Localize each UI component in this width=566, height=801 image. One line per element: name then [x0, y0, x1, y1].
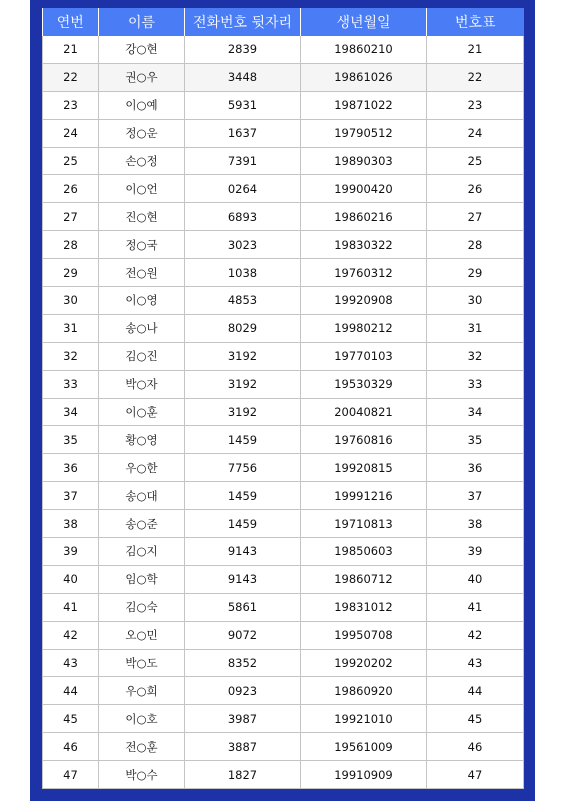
cell-name: 송○준: [99, 510, 185, 538]
table-body: [43, 36, 524, 789]
cell-phone-last-digits: 0923: [185, 677, 301, 705]
table-row: [43, 426, 524, 454]
cell-phone-last-digits: 8352: [185, 649, 301, 677]
cell-serial: 32: [43, 342, 99, 370]
cell-ticket-number: 23: [427, 91, 524, 119]
cell-birthdate: 20040821: [301, 398, 427, 426]
table-row: [43, 677, 524, 705]
cell-birthdate: 19921010: [301, 705, 427, 733]
cell-serial: 31: [43, 314, 99, 342]
table-row: [43, 147, 524, 175]
table-row: [43, 119, 524, 147]
header-ticket-number: 번호표: [427, 8, 524, 36]
cell-phone-last-digits: 1827: [185, 761, 301, 789]
cell-name: 우○희: [99, 677, 185, 705]
table-row: [43, 565, 524, 593]
cell-phone-last-digits: 9143: [185, 538, 301, 566]
table-row: [43, 175, 524, 203]
cell-ticket-number: 21: [427, 36, 524, 63]
cell-serial: 44: [43, 677, 99, 705]
cell-phone-last-digits: 3448: [185, 63, 301, 91]
cell-ticket-number: 31: [427, 314, 524, 342]
cell-serial: 42: [43, 621, 99, 649]
cell-ticket-number: 28: [427, 231, 524, 259]
cell-ticket-number: 42: [427, 621, 524, 649]
cell-phone-last-digits: 7756: [185, 454, 301, 482]
cell-ticket-number: 22: [427, 63, 524, 91]
cell-ticket-number: 25: [427, 147, 524, 175]
cell-serial: 21: [43, 36, 99, 63]
cell-birthdate: 19991216: [301, 482, 427, 510]
cell-serial: 24: [43, 119, 99, 147]
cell-serial: 30: [43, 287, 99, 315]
cell-phone-last-digits: 3192: [185, 370, 301, 398]
cell-birthdate: 19861026: [301, 63, 427, 91]
roster-table: [42, 8, 524, 789]
cell-ticket-number: 26: [427, 175, 524, 203]
cell-ticket-number: 34: [427, 398, 524, 426]
cell-ticket-number: 47: [427, 761, 524, 789]
cell-ticket-number: 39: [427, 538, 524, 566]
cell-serial: 33: [43, 370, 99, 398]
cell-phone-last-digits: 1459: [185, 482, 301, 510]
cell-phone-last-digits: 1637: [185, 119, 301, 147]
cell-serial: 28: [43, 231, 99, 259]
cell-name: 우○한: [99, 454, 185, 482]
cell-serial: 27: [43, 203, 99, 231]
cell-ticket-number: 37: [427, 482, 524, 510]
cell-phone-last-digits: 9072: [185, 621, 301, 649]
cell-name: 전○원: [99, 259, 185, 287]
cell-name: 이○예: [99, 91, 185, 119]
cell-serial: 22: [43, 63, 99, 91]
table-row: [43, 482, 524, 510]
table-row: [43, 733, 524, 761]
cell-ticket-number: 41: [427, 593, 524, 621]
cell-serial: 25: [43, 147, 99, 175]
cell-ticket-number: 33: [427, 370, 524, 398]
cell-name: 정○운: [99, 119, 185, 147]
cell-phone-last-digits: 5861: [185, 593, 301, 621]
table-row: [43, 231, 524, 259]
table-row: [43, 398, 524, 426]
cell-serial: 45: [43, 705, 99, 733]
cell-phone-last-digits: 4853: [185, 287, 301, 315]
cell-birthdate: 19980212: [301, 314, 427, 342]
cell-birthdate: 19830322: [301, 231, 427, 259]
cell-serial: 34: [43, 398, 99, 426]
cell-phone-last-digits: 5931: [185, 91, 301, 119]
cell-name: 임○학: [99, 565, 185, 593]
cell-phone-last-digits: 0264: [185, 175, 301, 203]
cell-name: 권○우: [99, 63, 185, 91]
cell-birthdate: 19860210: [301, 36, 427, 63]
table-row: [43, 36, 524, 63]
cell-serial: 41: [43, 593, 99, 621]
cell-birthdate: 19760816: [301, 426, 427, 454]
cell-name: 김○지: [99, 538, 185, 566]
cell-serial: 29: [43, 259, 99, 287]
cell-birthdate: 19831012: [301, 593, 427, 621]
cell-ticket-number: 43: [427, 649, 524, 677]
cell-name: 이○언: [99, 175, 185, 203]
cell-ticket-number: 44: [427, 677, 524, 705]
cell-phone-last-digits: 3023: [185, 231, 301, 259]
table-row: [43, 621, 524, 649]
cell-birthdate: 19860712: [301, 565, 427, 593]
cell-serial: 36: [43, 454, 99, 482]
cell-birthdate: 19790512: [301, 119, 427, 147]
cell-name: 김○진: [99, 342, 185, 370]
header-birthdate: 생년월일: [301, 8, 427, 36]
cell-serial: 46: [43, 733, 99, 761]
table-row: [43, 538, 524, 566]
table-row: [43, 203, 524, 231]
cell-ticket-number: 24: [427, 119, 524, 147]
cell-phone-last-digits: 1459: [185, 510, 301, 538]
cell-phone-last-digits: 3887: [185, 733, 301, 761]
table-row: [43, 314, 524, 342]
cell-name: 송○나: [99, 314, 185, 342]
cell-name: 김○숙: [99, 593, 185, 621]
cell-name: 박○도: [99, 649, 185, 677]
cell-serial: 40: [43, 565, 99, 593]
cell-ticket-number: 32: [427, 342, 524, 370]
cell-ticket-number: 36: [427, 454, 524, 482]
cell-birthdate: 19860920: [301, 677, 427, 705]
cell-birthdate: 19770103: [301, 342, 427, 370]
cell-serial: 43: [43, 649, 99, 677]
table-row: [43, 342, 524, 370]
table-row: [43, 370, 524, 398]
cell-phone-last-digits: 3192: [185, 398, 301, 426]
cell-phone-last-digits: 7391: [185, 147, 301, 175]
page-frame: [30, 0, 535, 801]
cell-birthdate: 19760312: [301, 259, 427, 287]
cell-name: 황○영: [99, 426, 185, 454]
cell-birthdate: 19530329: [301, 370, 427, 398]
cell-serial: 38: [43, 510, 99, 538]
cell-ticket-number: 46: [427, 733, 524, 761]
cell-phone-last-digits: 1038: [185, 259, 301, 287]
table-row: [43, 510, 524, 538]
cell-ticket-number: 27: [427, 203, 524, 231]
cell-birthdate: 19920908: [301, 287, 427, 315]
cell-name: 강○현: [99, 36, 185, 63]
cell-name: 이○훈: [99, 398, 185, 426]
cell-serial: 37: [43, 482, 99, 510]
cell-birthdate: 19910909: [301, 761, 427, 789]
table-row: [43, 287, 524, 315]
cell-name: 이○호: [99, 705, 185, 733]
cell-name: 진○현: [99, 203, 185, 231]
cell-birthdate: 19850603: [301, 538, 427, 566]
cell-phone-last-digits: 8029: [185, 314, 301, 342]
cell-ticket-number: 45: [427, 705, 524, 733]
cell-name: 오○민: [99, 621, 185, 649]
table-header-row: [43, 8, 524, 36]
header-name: 이름: [99, 8, 185, 36]
cell-birthdate: 19710813: [301, 510, 427, 538]
cell-name: 전○훈: [99, 733, 185, 761]
table-row: [43, 761, 524, 789]
cell-birthdate: 19561009: [301, 733, 427, 761]
cell-phone-last-digits: 3987: [185, 705, 301, 733]
cell-serial: 23: [43, 91, 99, 119]
cell-name: 정○국: [99, 231, 185, 259]
cell-ticket-number: 40: [427, 565, 524, 593]
cell-ticket-number: 30: [427, 287, 524, 315]
cell-ticket-number: 29: [427, 259, 524, 287]
header-phone-last-digits: 전화번호 뒷자리: [185, 8, 301, 36]
table-row: [43, 593, 524, 621]
cell-birthdate: 19860216: [301, 203, 427, 231]
table-row: [43, 705, 524, 733]
cell-name: 박○자: [99, 370, 185, 398]
cell-birthdate: 19920815: [301, 454, 427, 482]
table-row: [43, 91, 524, 119]
cell-name: 박○수: [99, 761, 185, 789]
cell-serial: 39: [43, 538, 99, 566]
cell-birthdate: 19871022: [301, 91, 427, 119]
cell-birthdate: 19920202: [301, 649, 427, 677]
cell-serial: 26: [43, 175, 99, 203]
cell-phone-last-digits: 2839: [185, 36, 301, 63]
cell-serial: 35: [43, 426, 99, 454]
cell-ticket-number: 38: [427, 510, 524, 538]
cell-phone-last-digits: 3192: [185, 342, 301, 370]
cell-birthdate: 19890303: [301, 147, 427, 175]
roster-table-container: [42, 8, 523, 789]
cell-ticket-number: 35: [427, 426, 524, 454]
cell-birthdate: 19950708: [301, 621, 427, 649]
table-row: [43, 63, 524, 91]
table-row: [43, 259, 524, 287]
header-serial: 연번: [43, 8, 99, 36]
cell-phone-last-digits: 6893: [185, 203, 301, 231]
cell-serial: 47: [43, 761, 99, 789]
table-row: [43, 454, 524, 482]
table-row: [43, 649, 524, 677]
cell-name: 이○영: [99, 287, 185, 315]
cell-birthdate: 19900420: [301, 175, 427, 203]
cell-name: 손○정: [99, 147, 185, 175]
cell-name: 송○대: [99, 482, 185, 510]
cell-phone-last-digits: 1459: [185, 426, 301, 454]
cell-phone-last-digits: 9143: [185, 565, 301, 593]
